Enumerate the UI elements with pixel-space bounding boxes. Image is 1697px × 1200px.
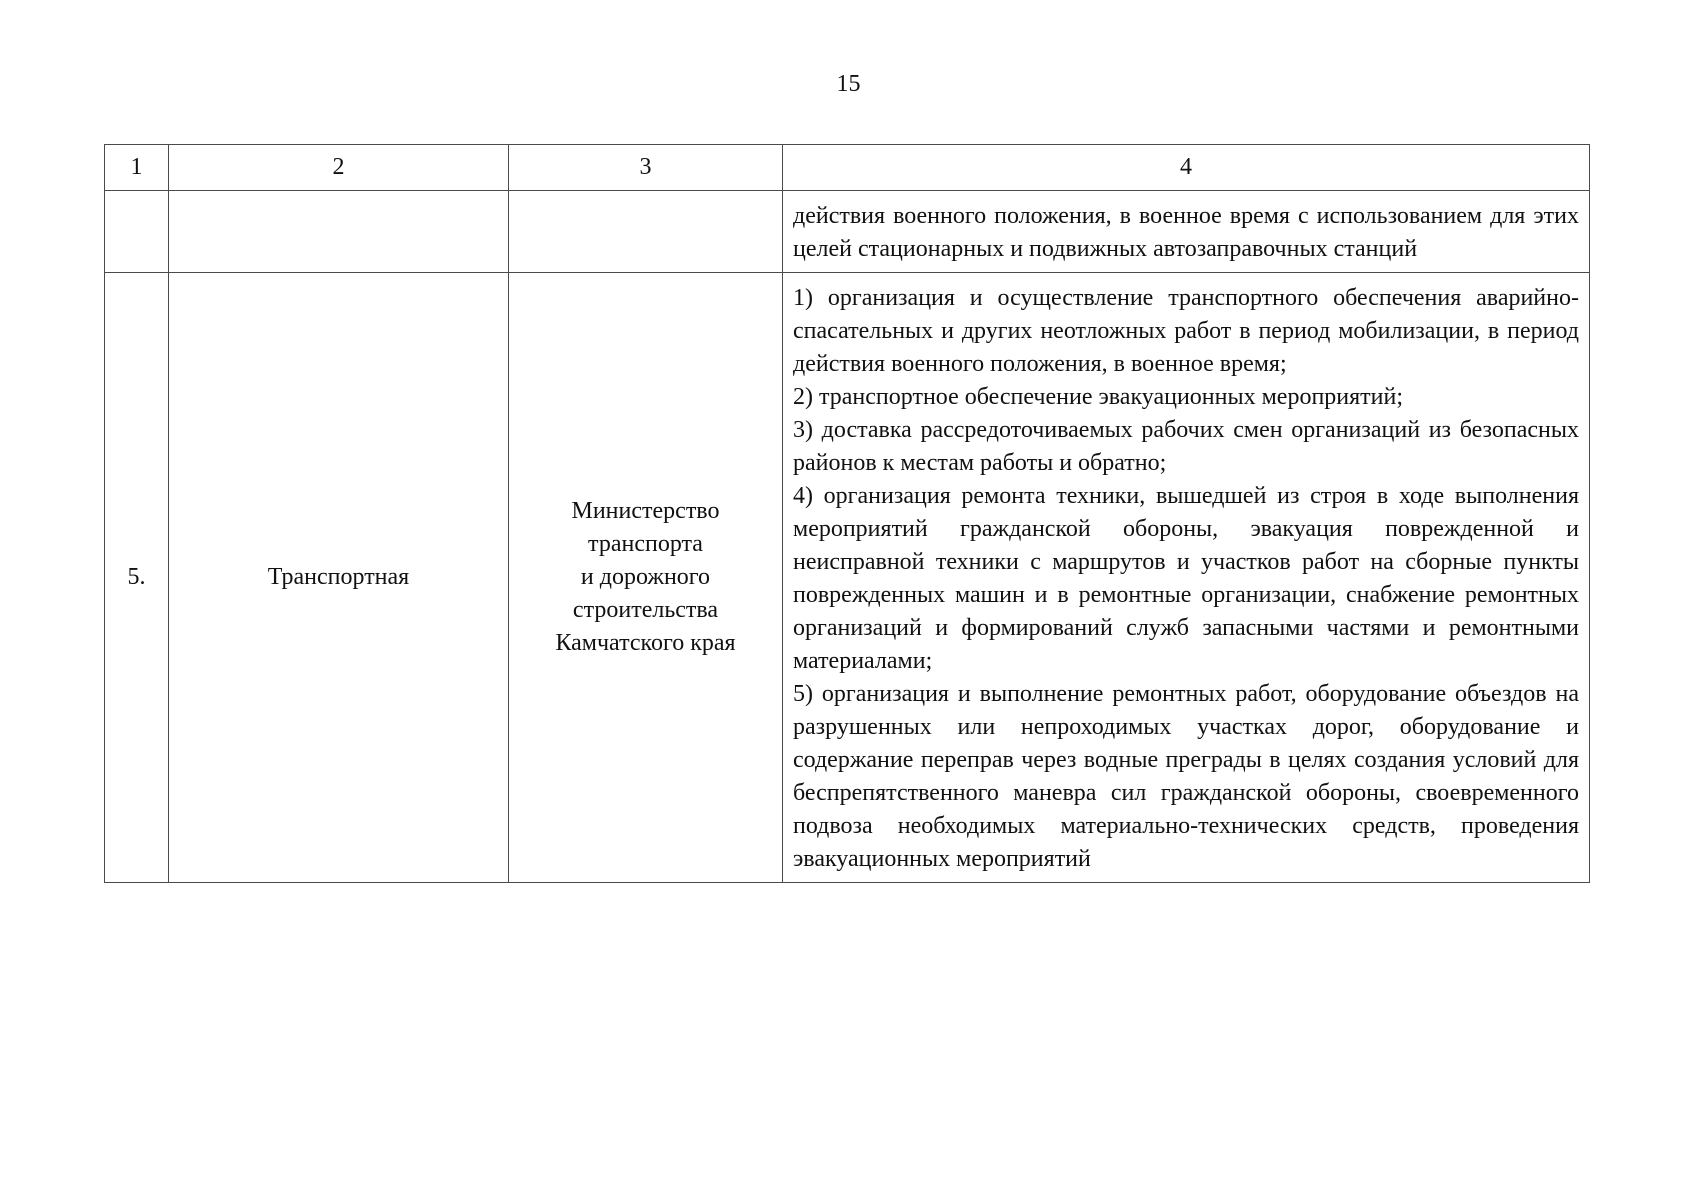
continuation-col-1 (105, 191, 169, 273)
ministry-line: и дорожного (580, 564, 711, 590)
responsible-ministry (509, 273, 783, 883)
header-col-3: 3 (509, 145, 783, 191)
tasks-list (783, 273, 1590, 883)
header-col-2: 2 (169, 145, 509, 191)
continuation-text (783, 191, 1590, 273)
table-header-row (105, 145, 1590, 191)
service-name: Транспортная (169, 273, 509, 883)
task-item: 3) доставка рассредоточиваемых рабочих смен организаций из безопасных районов к местам работы и обратно; (793, 417, 1579, 476)
table-row-continuation (105, 191, 1590, 273)
ministry-line: Министерство (571, 498, 720, 524)
row-number: 5. (105, 273, 169, 883)
continuation-col-3 (509, 191, 783, 273)
continuation-paragraph: действия военного положения, в военное время с использованием для этих целей стационарных и подвижных автозаправочных станций (793, 203, 1579, 262)
ministry-line: строительства (572, 597, 719, 623)
task-item: 4) организация ремонта техники, вышедшей из строя в ходе выполнения мероприятий гражданской обороны, эвакуация поврежденной и неисправной техники с маршрутов и участков работ на сборные пункты поврежденных машин и в ремонтные организации, снабжение ремонтных организаций и формирований служб запасными частями и ремонтными материалами; (793, 483, 1579, 674)
header-col-4: 4 (783, 145, 1590, 191)
table-row-5 (105, 273, 1590, 883)
services-table (104, 144, 1590, 883)
task-item: 5) организация и выполнение ремонтных работ, оборудование объездов на разрушенных или непроходимых участках дорог, оборудование и содержание переправ через водные преграды в целях создания условий для беспрепятственного маневра сил гражданской обороны, своевременного подвоза необходимых материально-технических средств, проведения эвакуационных мероприятий (793, 681, 1579, 872)
ministry-line: транспорта (588, 531, 703, 557)
header-col-1: 1 (105, 145, 169, 191)
page-number: 15 (836, 71, 861, 97)
task-item: 2) транспортное обеспечение эвакуационных мероприятий; (793, 384, 1404, 410)
continuation-col-2 (169, 191, 509, 273)
ministry-line: Камчатского края (555, 630, 736, 656)
task-item: 1) организация и осуществление транспортного обеспечения аварийно-спасательных и других неотложных работ в период мобилизации, в период действия военного положения, в военное время; (793, 285, 1579, 377)
